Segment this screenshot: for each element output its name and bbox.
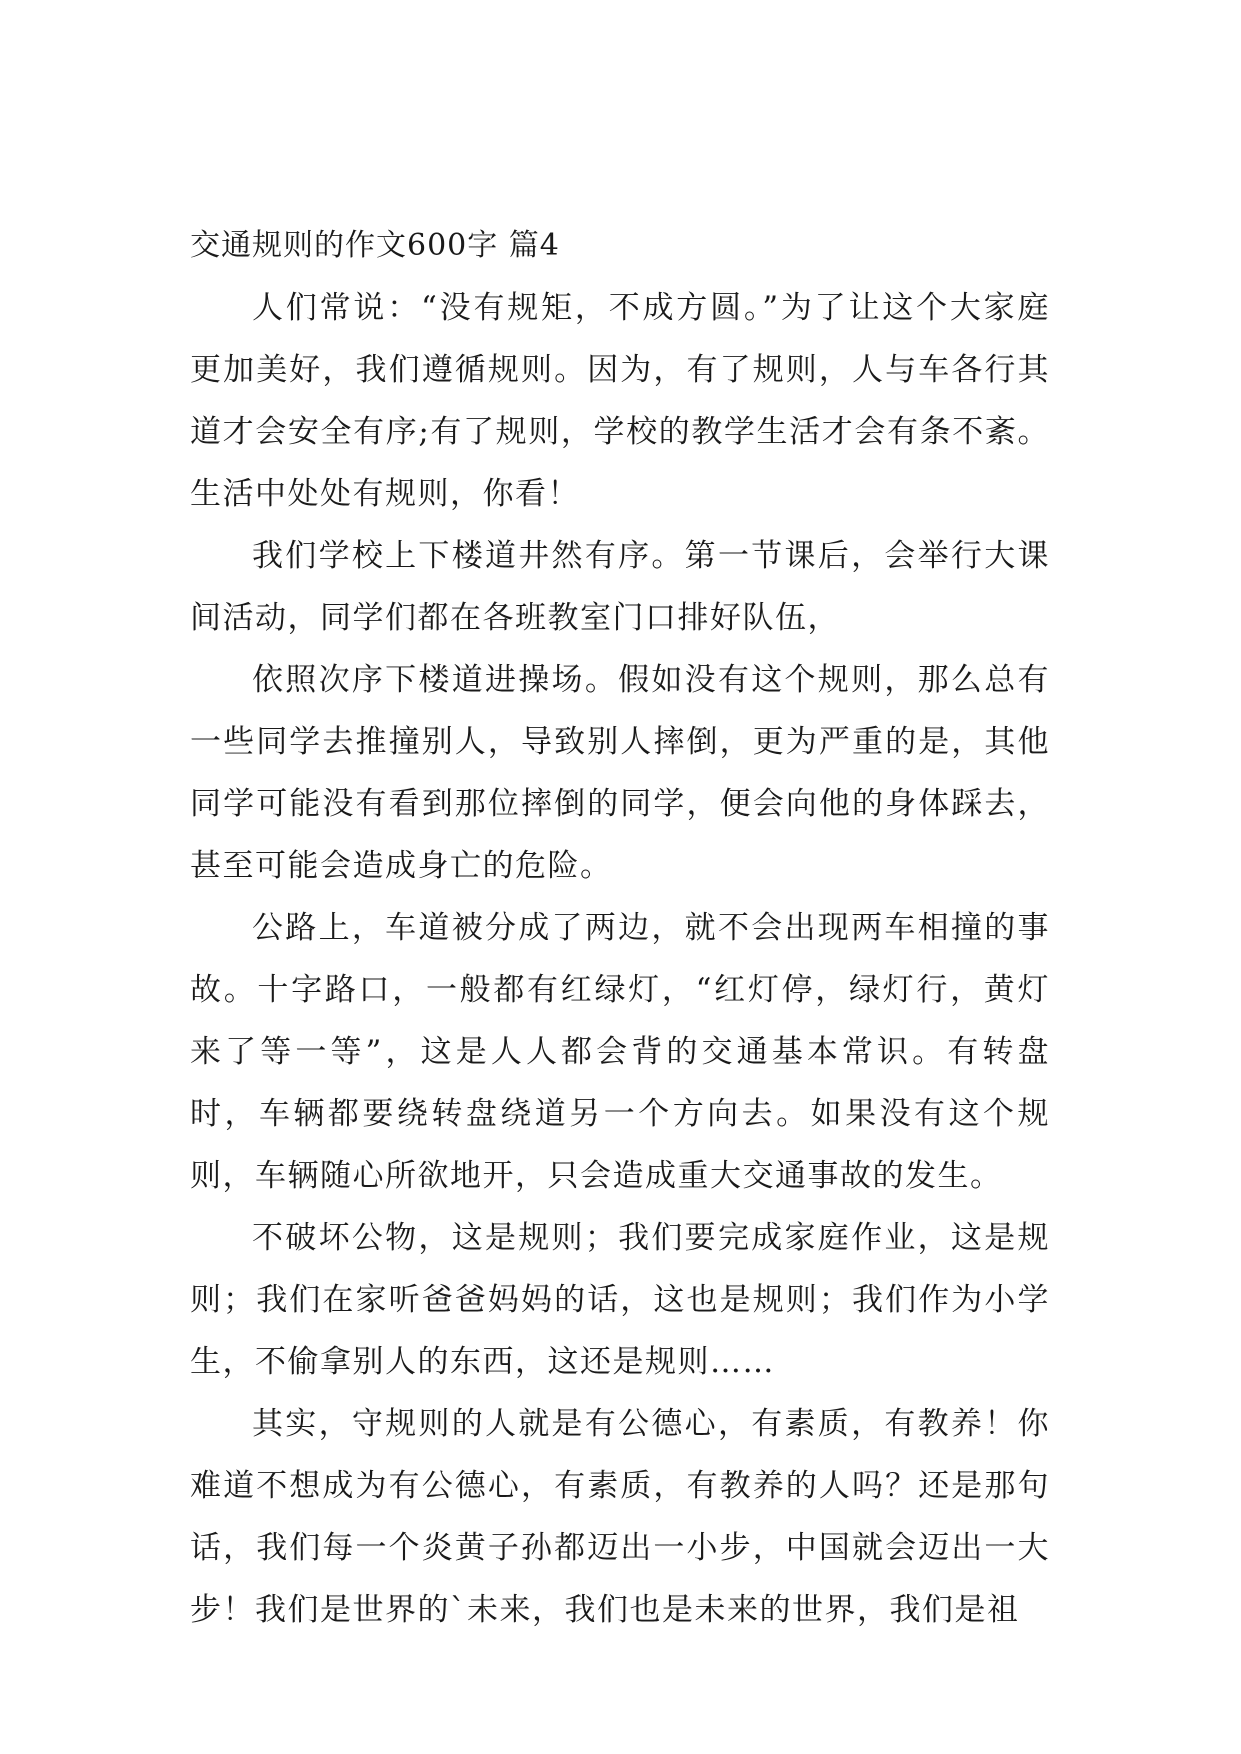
paragraph-2: 我们学校上下楼道井然有序。第一节课后，会举行大课间活动，同学们都在各班教室门口排好队伍， <box>190 538 1050 636</box>
paragraph-6: 其实，守规则的人就是有公德心，有素质，有教养！你难道不想成为有公德心，有素质，有教养的人吗？还是那句话，我们每一个炎黄子孙都迈出一小步，中国就会迈出一大步！我们是世界的`未来，我们也是未来的世界，我们是祖 <box>190 1406 1050 1628</box>
paragraph-5: 不破坏公物，这是规则；我们要完成家庭作业，这是规则；我们在家听爸爸妈妈的话，这也是规则；我们作为小学生，不偷拿别人的东西，这还是规则…… <box>190 1220 1050 1380</box>
paragraph-1: 人们常说：“没有规矩，不成方圆。”为了让这个大家庭更加美好，我们遵循规则。因为，有了规则，人与车各行其道才会安全有序;有了规则，学校的教学生活才会有条不紊。生活中处处有规则，你看！ <box>190 290 1050 512</box>
paragraph-3: 依照次序下楼道进操场。假如没有这个规则，那么总有一些同学去推撞别人，导致别人摔倒，更为严重的是，其他同学可能没有看到那位摔倒的同学，便会向他的身体踩去，甚至可能会造成身亡的危险。 <box>190 662 1050 884</box>
document-body <box>190 215 1050 1641</box>
paragraph-4: 公路上，车道被分成了两边，就不会出现两车相撞的事故。十字路口，一般都有红绿灯，“红灯停，绿灯行，黄灯来了等一等”，这是人人都会背的交通基本常识。有转盘时，车辆都要绕转盘绕道另一个方向去。如果没有这个规则，车辆随心所欲地开，只会造成重大交通事故的发生。 <box>190 910 1050 1194</box>
essay-title: 交通规则的作文600字 篇4 <box>190 228 560 263</box>
